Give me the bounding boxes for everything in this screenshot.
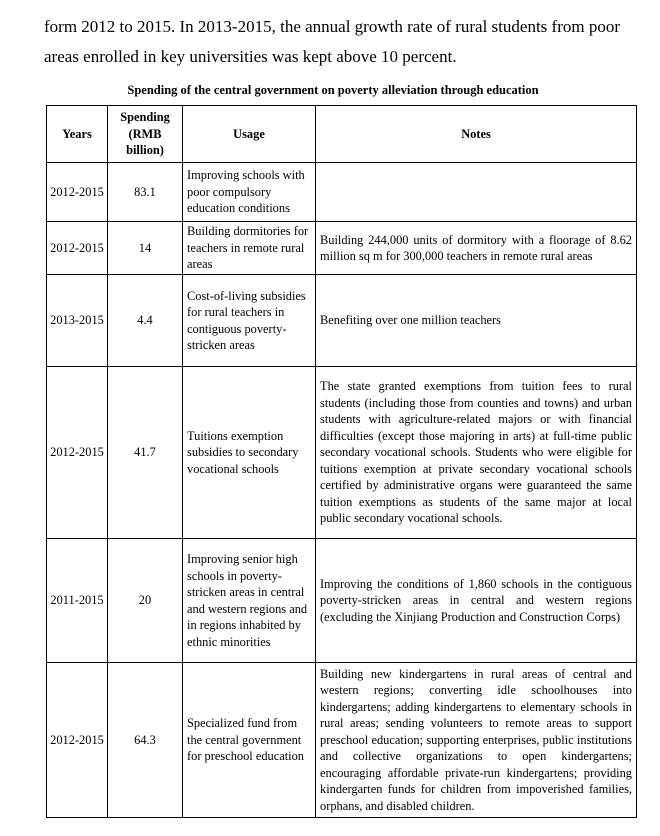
years-cell: 2012-2015: [47, 222, 108, 275]
table-row: [47, 539, 637, 663]
years-cell: 2012-2015: [47, 367, 108, 539]
usage-cell: Tuitions exemption subsidies to secondary vocational schools: [183, 367, 316, 539]
spending-table: [46, 105, 637, 818]
years-cell: 2013-2015: [47, 275, 108, 367]
notes-cell: Building new kindergartens in rural areas of central and western regions; converting idle schoolhouses into kindergartens; adding kindergartens to elementary schools in rural areas; sending volunteers to remote areas to support preschool education; supporting enterprises, public institutions and collective organizations to open kindergartens; encouraging affordable private-run kindergartens; providing kindergarten funds for children from impoverished families, orphans, and disabled children.: [316, 663, 637, 818]
spending-cell: 41.7: [108, 367, 183, 539]
notes-cell: The state granted exemptions from tuition fees to rural students (including those from counties and towns) and urban students with agriculture-related majors or with financial difficulties (except those majoring in arts) at full-time public secondary vocational schools. Students who were eligible for tuitions exemption at private secondary vocational schools certified by administrative organs were guaranteed the same tuition exemptions as students of the same major at local public secondary vocational schools.: [316, 367, 637, 539]
table-title: Spending of the central government on poverty alleviation through education: [127, 83, 539, 97]
header-notes: Notes: [316, 106, 637, 163]
notes-cell: [316, 163, 637, 222]
header-spending: Spending (RMB billion): [108, 106, 183, 163]
notes-cell: Building 244,000 units of dormitory with a floorage of 8.62 million sq m for 300,000 teachers in remote rural areas: [316, 222, 637, 275]
spending-cell: 83.1: [108, 163, 183, 222]
notes-cell: Improving the conditions of 1,860 schools in the contiguous poverty-stricken areas in central and western regions (excluding the Xinjiang Production and Construction Corps): [316, 539, 637, 663]
spending-cell: 4.4: [108, 275, 183, 367]
usage-cell: Improving schools with poor compulsory education conditions: [183, 163, 316, 222]
usage-cell: Specialized fund from the central government for preschool education: [183, 663, 316, 818]
usage-cell: Cost-of-living subsidies for rural teachers in contiguous poverty-stricken areas: [183, 275, 316, 367]
table-row: [47, 663, 637, 818]
table-row: [47, 163, 637, 222]
usage-cell: Improving senior high schools in poverty-stricken areas in central and western regions and in regions inhabited by ethnic minorities: [183, 539, 316, 663]
years-cell: 2012-2015: [47, 663, 108, 818]
usage-cell: Building dormitories for teachers in remote rural areas: [183, 222, 316, 275]
notes-cell: Benefiting over one million teachers: [316, 275, 637, 367]
header-usage: Usage: [183, 106, 316, 163]
table-row: [47, 275, 637, 367]
table-header-row: [47, 106, 637, 163]
table-row: [47, 222, 637, 275]
spending-cell: 20: [108, 539, 183, 663]
years-cell: 2011-2015: [47, 539, 108, 663]
header-years: Years: [47, 106, 108, 163]
spending-cell: 64.3: [108, 663, 183, 818]
table-row: [47, 367, 637, 539]
spending-cell: 14: [108, 222, 183, 275]
intro-paragraph: form 2012 to 2015. In 2013-2015, the annual growth rate of rural students from poor areas enrolled in key universities was kept above 10 percent.: [44, 17, 620, 66]
years-cell: 2012-2015: [47, 163, 108, 222]
